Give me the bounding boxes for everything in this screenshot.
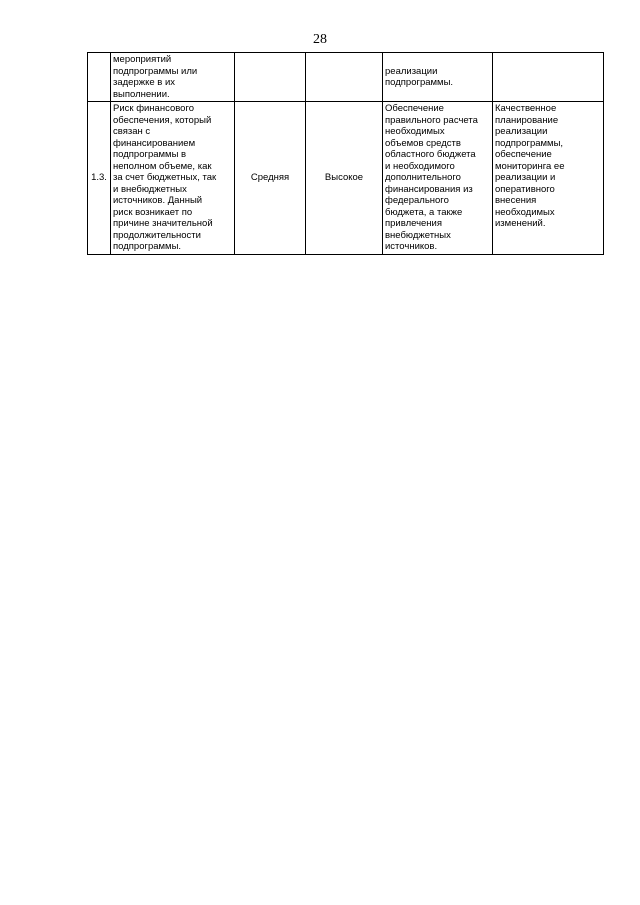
row-number: 1.3. [88, 102, 111, 255]
table-row [88, 53, 604, 102]
risk-extra-measures: Качественное планирование реализации подпрограммы, обеспечение мониторинга ее реализации и оперативного внесения необходимых изменений. [493, 102, 604, 255]
risk-probability [235, 53, 306, 102]
risk-probability: Средняя [235, 102, 306, 255]
risk-extra-measures [493, 53, 604, 102]
table-row [88, 102, 604, 255]
row-number [88, 53, 111, 102]
page-number: 28 [313, 32, 327, 47]
risk-impact: Высокое [306, 102, 383, 255]
risk-table [87, 52, 604, 255]
risk-description: мероприятий подпрограммы или задержке в их выполнении. [111, 53, 235, 102]
risk-measures: реализации подпрограммы. [383, 53, 493, 102]
risk-description: Риск финансового обеспечения, который связан с финансированием подпрограммы в неполном объеме, как за счет бюджетных, так и внебюджетных источников. Данный риск возникает по причине значительной продолжительности подпрограммы. [111, 102, 235, 255]
risk-impact [306, 53, 383, 102]
risk-measures: Обеспечение правильного расчета необходимых объемов средств областного бюджета и необходимого дополнительного финансирования из федерального бюджета, а также привлечения внебюджетных источников. [383, 102, 493, 255]
